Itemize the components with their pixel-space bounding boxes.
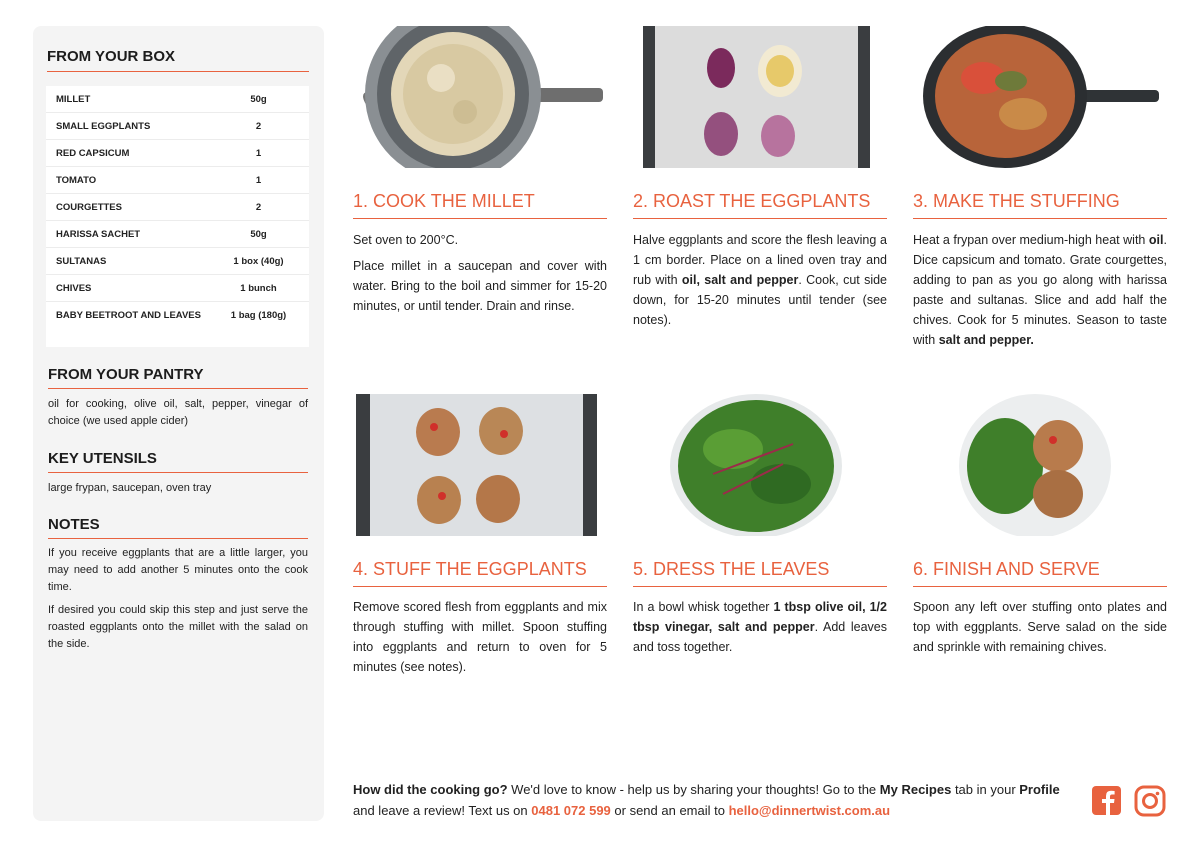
step-3-text-part: . Dice capsicum and tomato. Grate courgettes, adding to pan as you go along with harissa paste and sultanas. Slice and add half the chives. Cook for 5 minutes. Season to taste with — [913, 233, 1167, 347]
ingredient-table — [46, 86, 309, 347]
step-4-title: 4. STUFF THE EGGPLANTS — [353, 559, 607, 587]
ingredient-qty: 1 bag (180g) — [230, 309, 287, 321]
footer-text: We'd love to know - help us by sharing your thoughts! Go to the — [507, 782, 880, 797]
millet-photo — [353, 26, 607, 168]
ingredient-row — [46, 140, 309, 167]
footer-question: How did the cooking go? — [353, 782, 508, 797]
step-1-para-2: Place millet in a saucepan and cover with water. Bring to the boil and simmer for 15-20 minutes, or until tender. Drain and rinse. — [353, 259, 607, 313]
finished-plate-photo — [913, 394, 1167, 536]
ingredient-qty: 1 — [255, 174, 262, 186]
note-paragraph: If desired you could skip this step and just serve the roasted eggplants onto the millet with the salad on the side. — [48, 604, 308, 650]
ingredient-qty: 1 box (40g) — [233, 255, 284, 267]
ingredient-row — [46, 302, 309, 328]
ingredient-name: TOMATO — [56, 174, 97, 186]
my-recipes-label: My Recipes — [879, 782, 952, 797]
step-2-text-part: . Cook, cut side down, for 15-20 minutes until tender (see notes). — [633, 273, 887, 327]
step-2-title: 2. ROAST THE EGGPLANTS — [633, 191, 887, 219]
stuffing-pan-photo — [913, 26, 1167, 168]
ingredient-row — [46, 86, 309, 113]
feedback-footer — [353, 779, 1073, 821]
step-3-text-part: Heat a frypan over medium-high heat with — [913, 233, 1149, 247]
step-3-text — [913, 230, 1167, 350]
note-paragraph: If you receive eggplants that are a little larger, you may need to add another 5 minutes onto the cook time. — [48, 547, 308, 593]
ingredient-name: BABY BEETROOT AND LEAVES — [56, 309, 201, 321]
step-5-bold: 1 tbsp olive oil, 1/2 tbsp vinegar, salt and pepper — [633, 600, 887, 634]
ingredient-qty: 50g — [250, 228, 267, 240]
footer-text: tab in your — [951, 782, 1020, 797]
utensils-text: large frypan, saucepan, oven tray — [48, 482, 212, 494]
step-3-bold: salt and pepper. — [938, 333, 1034, 347]
phone-link[interactable]: 0481 072 599 — [531, 803, 611, 818]
ingredient-row — [46, 167, 309, 194]
ingredient-qty: 2 — [255, 120, 262, 132]
sidebar — [33, 26, 324, 821]
eggplants-tray-photo — [643, 26, 870, 168]
ingredient-qty: 50g — [250, 93, 267, 105]
step-6-title: 6. FINISH AND SERVE — [913, 559, 1167, 587]
ingredient-row — [46, 248, 309, 275]
email-link[interactable]: hello@dinnertwist.com.au — [728, 803, 891, 818]
utensils-title: KEY UTENSILS — [48, 450, 308, 473]
ingredient-row — [46, 194, 309, 221]
ingredient-name: COURGETTES — [56, 201, 122, 213]
ingredient-name: MILLET — [56, 93, 91, 105]
step-5-text-part: In a bowl whisk together — [633, 600, 774, 614]
ingredient-qty: 1 bunch — [240, 282, 277, 294]
from-your-box-title: FROM YOUR BOX — [47, 48, 309, 72]
ingredient-name: HARISSA SACHET — [56, 228, 141, 240]
step-1-para-1: Set oven to 200°C. — [353, 233, 459, 247]
ingredient-row — [46, 113, 309, 140]
ingredient-name: SULTANAS — [56, 255, 107, 267]
step-1-text — [353, 230, 607, 322]
ingredient-row — [46, 275, 309, 302]
profile-label: Profile — [1019, 782, 1060, 797]
footer-text: or send an email to — [610, 803, 729, 818]
step-6-text: Spoon any left over stuffing onto plates and top with eggplants. Serve salad on the side and sprinkle with remaining chives. — [913, 600, 1167, 654]
ingredient-name: SMALL EGGPLANTS — [56, 120, 151, 132]
instagram-icon[interactable] — [1134, 785, 1166, 822]
footer-text: and leave a review! Text us on — [353, 803, 532, 818]
ingredient-name: CHIVES — [56, 282, 92, 294]
step-4-text: Remove scored flesh from eggplants and mix through stuffing with millet. Spoon stuffing into eggplants and return to oven for 5 minutes (see notes). — [353, 600, 607, 674]
notes-title: NOTES — [48, 516, 308, 539]
facebook-icon[interactable] — [1091, 785, 1122, 821]
step-2-text-part: Halve eggplants and score the flesh leaving a 1 cm border. Place on a lined oven tray and rub with — [633, 233, 887, 287]
pantry-title: FROM YOUR PANTRY — [48, 366, 308, 389]
ingredient-qty: 2 — [255, 201, 262, 213]
salad-bowl-photo — [643, 394, 870, 536]
step-2-text — [633, 230, 887, 330]
step-3-title: 3. MAKE THE STUFFING — [913, 191, 1167, 219]
step-1-title: 1. COOK THE MILLET — [353, 191, 607, 219]
step-5-text — [633, 597, 887, 657]
step-3-bold: oil — [1148, 233, 1164, 247]
ingredient-qty: 1 — [255, 147, 262, 159]
step-5-text-part: . Add leaves and toss together. — [633, 620, 887, 654]
ingredient-name: RED CAPSICUM — [56, 147, 130, 159]
step-5-title: 5. DRESS THE LEAVES — [633, 559, 887, 587]
step-2-bold: oil, salt and pepper — [681, 273, 799, 287]
pantry-text: oil for cooking, olive oil, salt, pepper, vinegar of choice (we used apple cider) — [48, 398, 308, 427]
stuffed-eggplants-photo — [356, 394, 597, 536]
notes-text — [48, 545, 308, 659]
ingredient-row — [46, 221, 309, 248]
